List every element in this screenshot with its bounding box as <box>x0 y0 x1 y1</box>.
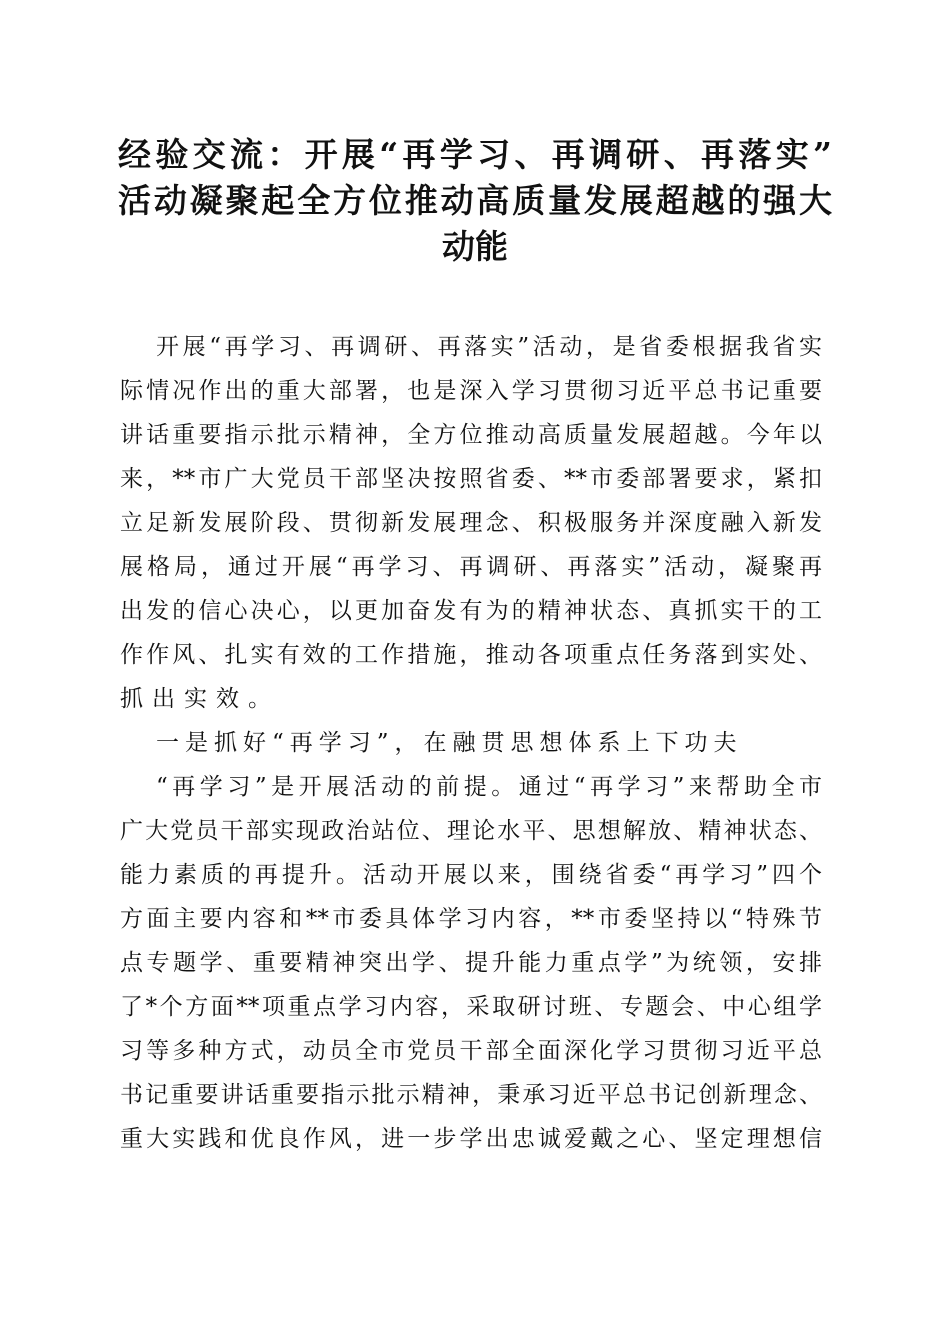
text-line: 展格局，通过开展“再学习、再调研、再落实”活动，凝聚再 <box>120 554 822 580</box>
text-line: 了*个方面**项重点学习内容，采取研讨班、专题会、中心组学 <box>120 994 822 1020</box>
text-line: 习等多种方式，动员全市党员干部全面深化学习贯彻习近平总 <box>120 1038 822 1064</box>
text-line: 际情况作出的重大部署，也是深入学习贯彻习近平总书记重要 <box>120 378 822 404</box>
title-line-1: 经验交流：开展“再学习、再调研、再落实” <box>118 135 832 174</box>
paragraph-2 <box>120 765 822 1161</box>
document-title <box>118 132 832 270</box>
title-line-3: 动能 <box>442 227 508 266</box>
text-line: 重大实践和优良作风，进一步学出忠诚爱戴之心、坚定理想信 <box>120 1126 822 1152</box>
text-line: 立足新发展阶段、贯彻新发展理念、积极服务并深度融入新发 <box>120 510 822 536</box>
text-line: 讲话重要指示批示精神，全方位推动高质量发展超越。今年以 <box>120 422 822 448</box>
document-body <box>120 325 822 1161</box>
text-line: “再学习”是开展活动的前提。通过“再学习”来帮助全市 <box>156 774 822 800</box>
text-line: 方面主要内容和**市委具体学习内容，**市委坚持以“特殊节 <box>120 906 822 932</box>
section-heading: 一是抓好“再学习”，在融贯思想体系上下功夫 <box>156 730 743 756</box>
text-line: 能力素质的再提升。活动开展以来，围绕省委“再学习”四个 <box>120 862 822 888</box>
text-line: 来，**市广大党员干部坚决按照省委、**市委部署要求，紧扣 <box>120 466 822 492</box>
text-line: 出发的信心决心，以更加奋发有为的精神状态、真抓实干的工 <box>120 598 822 624</box>
text-line: 作作风、扎实有效的工作措施，推动各项重点任务落到实处、 <box>120 642 822 668</box>
paragraph-1 <box>120 325 822 721</box>
text-line: 书记重要讲话重要指示批示精神，秉承习近平总书记创新理念、 <box>120 1082 822 1108</box>
text-line: 点专题学、重要精神突出学、提升能力重点学”为统领，安排 <box>120 950 822 976</box>
text-line: 广大党员干部实现政治站位、理论水平、思想解放、精神状态、 <box>120 818 822 844</box>
title-line-2: 活动凝聚起全方位推动高质量发展超越的强大 <box>118 181 832 220</box>
text-line: 抓出实效。 <box>120 686 280 712</box>
text-line: 开展“再学习、再调研、再落实”活动，是省委根据我省实 <box>156 334 822 360</box>
